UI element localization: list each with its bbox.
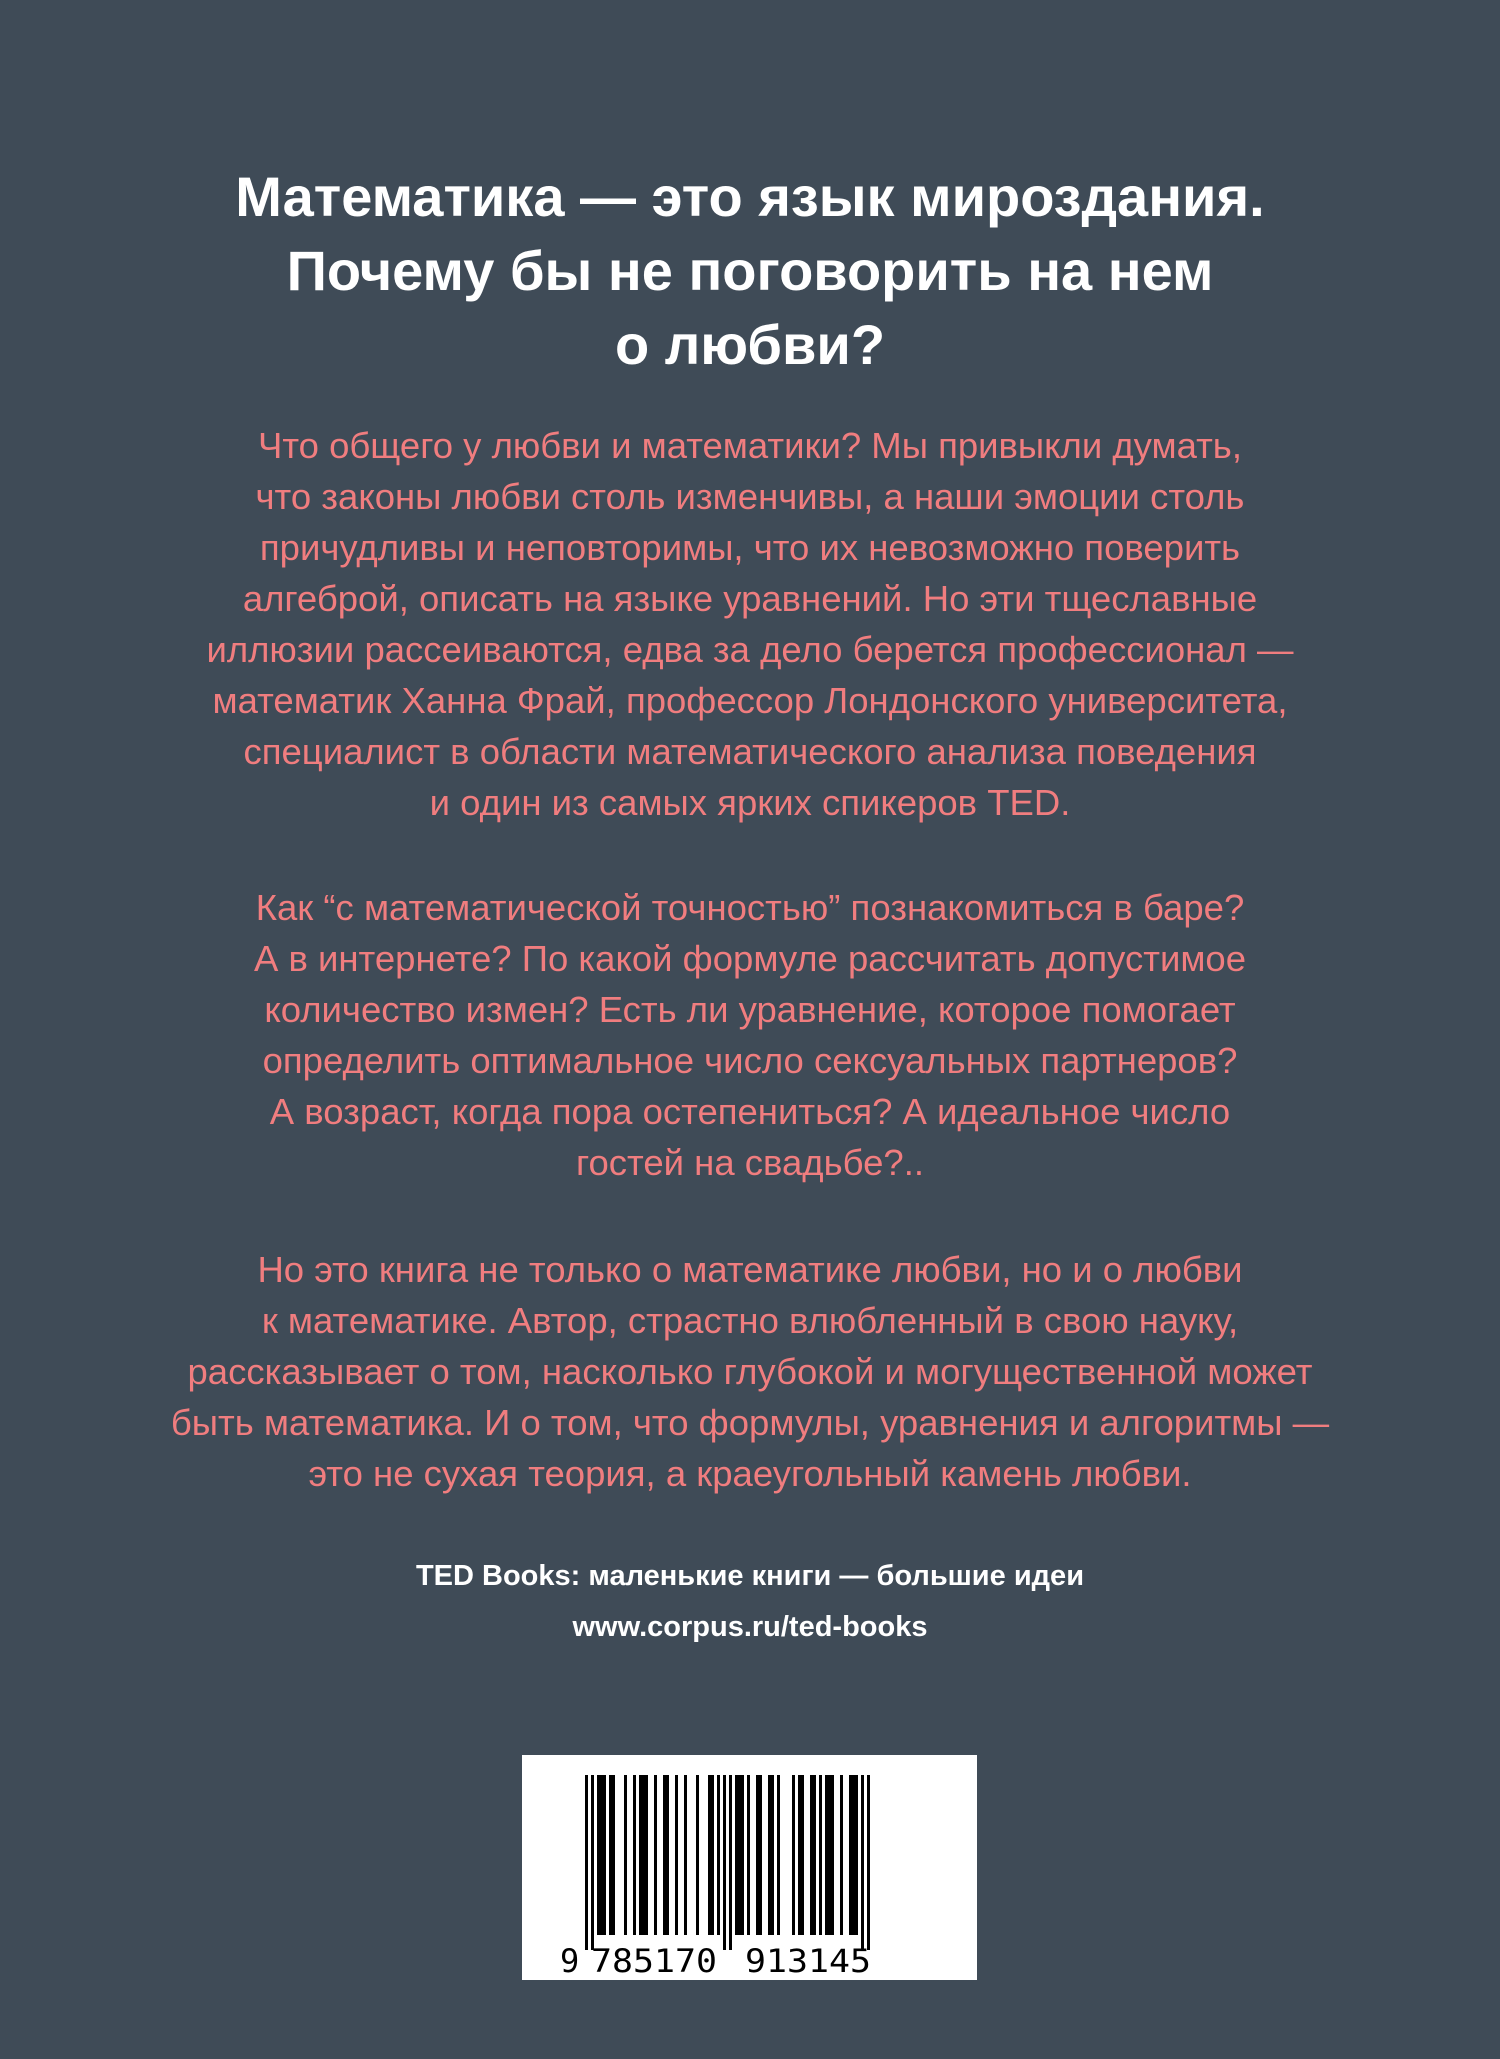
barcode-bar [654,1775,657,1935]
barcode-bar [825,1775,828,1935]
description-paragraph-1 [60,420,1440,828]
isbn-barcode [522,1755,977,1980]
barcode-bar [708,1775,711,1935]
barcode-bar [585,1775,588,1950]
series-tagline: TED Books: маленькие книги — большие идеи [415,1560,1085,1592]
barcode-bar [828,1775,831,1935]
text-line: математик Ханна Фрай, профессор Лондонского университета, [212,680,1288,721]
barcode-bar [729,1775,732,1950]
barcode-bar [624,1775,627,1935]
barcode-bar [723,1775,726,1950]
barcode-digits-left: 785170 [591,1942,717,1980]
text-line: что законы любви столь изменчивы, а наши эмоции столь [255,476,1245,517]
barcode-bar [792,1775,795,1935]
barcode-bar [852,1775,855,1935]
text-line: А возраст, когда пора остепениться? А идеальное число [269,1091,1231,1132]
barcode-bar [603,1775,606,1935]
barcode-bar [747,1775,750,1935]
barcode-bar [741,1775,744,1935]
barcode-bar [591,1775,594,1950]
headline [60,160,1440,382]
text-line: иллюзии рассеиваются, едва за дело берется профессионал — [206,629,1294,670]
barcode-bar [684,1775,687,1935]
text-line: алгеброй, описать на языке уравнений. Но эти тщеславные [242,578,1258,619]
barcode-digits-right: 913145 [745,1942,871,1980]
barcode-bar [831,1775,834,1935]
barcode-bar [771,1775,774,1935]
text-line: рассказывает о том, насколько глубокой и могущественной может [187,1351,1313,1392]
barcode-bar [840,1775,843,1935]
barcode-bar [735,1775,738,1935]
text-line: специалист в области математического анализа поведения [243,731,1257,772]
text-line: Как “с математической точностью” познакомиться в баре? [255,887,1245,928]
text-line: определить оптимальное число сексуальных партнеров? [262,1040,1238,1081]
barcode-bar [597,1775,600,1935]
barcode-bar [819,1775,822,1935]
barcode-graphic [522,1755,977,1980]
headline-line: о любви? [614,313,886,376]
barcode-bars [585,1775,870,1950]
barcode-bar [612,1775,615,1935]
text-line: быть математика. И о том, что формулы, уравнения и алгоритмы — [170,1402,1330,1443]
barcode-bar [639,1775,642,1935]
barcode-bar [798,1775,801,1935]
barcode-bar [813,1775,816,1935]
text-line: количество измен? Есть ли уравнение, которое помогает [264,989,1236,1030]
text-line: А в интернете? По какой формуле рассчитать допустимое [253,938,1247,979]
barcode-bar [717,1775,720,1935]
text-line: и один из самых ярких спикеров TED. [429,782,1071,823]
barcode-bar [738,1775,741,1935]
text-line: это не сухая теория, а краеугольный камень любви. [308,1453,1192,1494]
barcode-bar [777,1775,780,1935]
text-line: Что общего у любви и математики? Мы привыкли думать, [258,425,1242,466]
barcode-bar [849,1775,852,1935]
text-line: гостей на свадьбе?.. [575,1142,924,1183]
barcode-bar [609,1775,612,1935]
barcode-bar [867,1775,870,1950]
barcode-bar [810,1775,813,1935]
barcode-bar [666,1775,669,1935]
barcode-bar [600,1775,603,1935]
description-paragraph-2 [60,882,1440,1188]
barcode-bar [801,1775,804,1935]
text-line: к математике. Автор, страстно влюбленный в свою науку, [261,1300,1239,1341]
barcode-bar [768,1775,771,1935]
barcode-digit-prefix: 9 [560,1942,580,1980]
barcode-bar [642,1775,645,1935]
barcode-bar [861,1775,864,1950]
barcode-bar [663,1775,666,1935]
barcode-bar [756,1775,759,1935]
barcode-bar [645,1775,648,1935]
headline-line: Почему бы не поговорить на нем [286,239,1214,302]
barcode-bar [855,1775,858,1935]
headline-line: Математика — это язык мироздания. [235,165,1265,228]
barcode-bar [633,1775,636,1935]
text-line: причудливы и неповторимы, что их невозможно поверить [259,527,1241,568]
barcode-bar [711,1775,714,1935]
website-url: www.corpus.ru/ted-books [572,1611,928,1643]
barcode-bar [675,1775,678,1935]
barcode-bar [759,1775,762,1935]
barcode-bar [696,1775,699,1935]
text-line: Но это книга не только о математике любви, но и о любви [257,1249,1243,1290]
description-paragraph-3 [60,1244,1440,1499]
